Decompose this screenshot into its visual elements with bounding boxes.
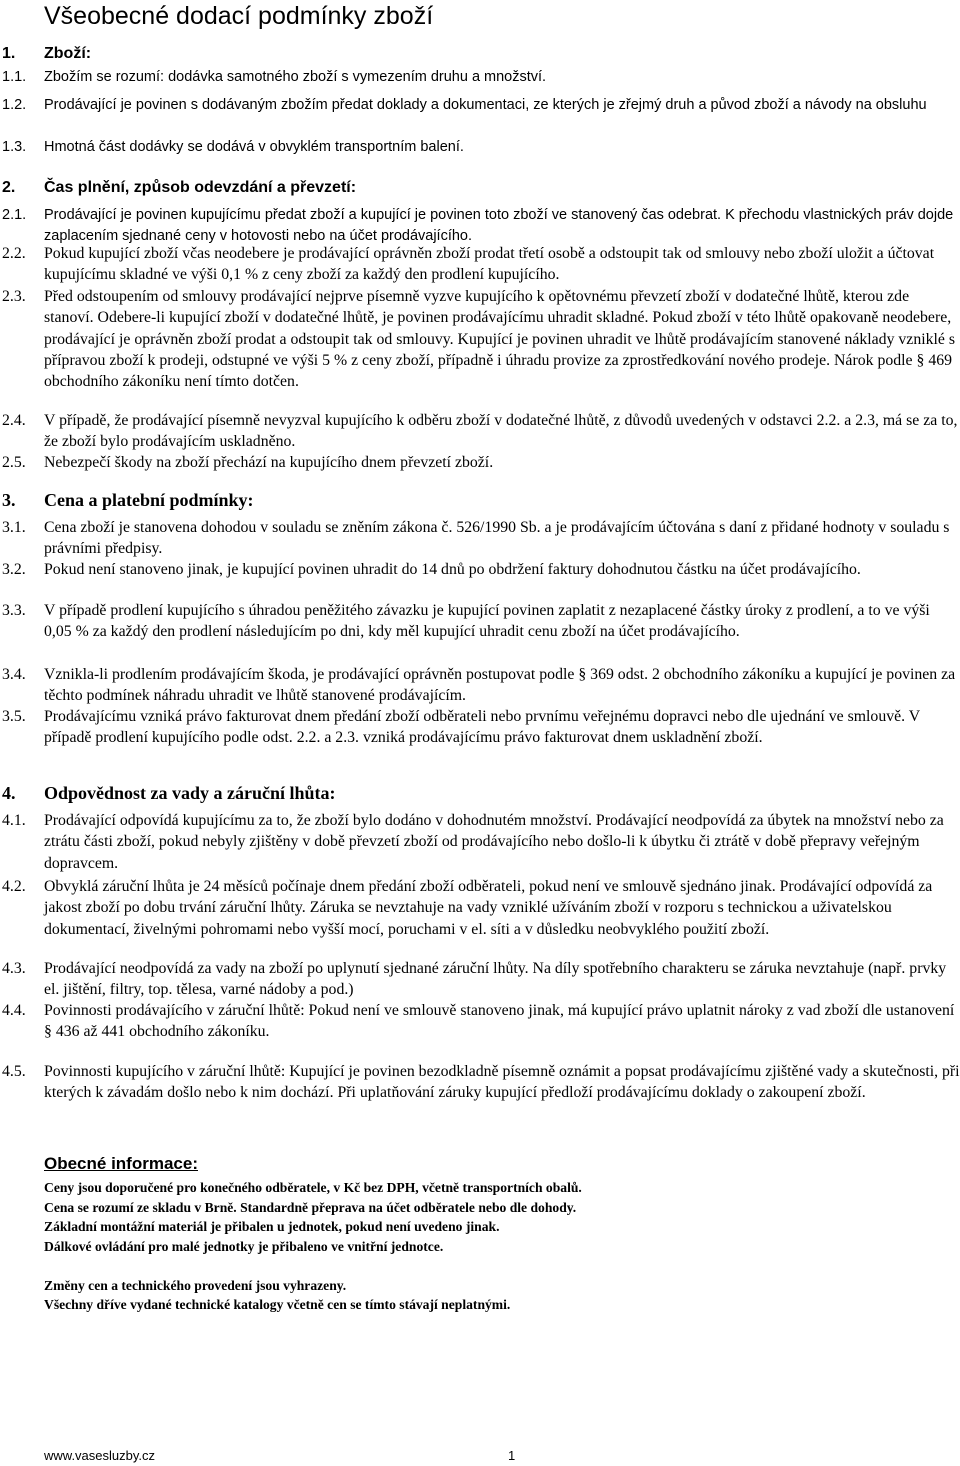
section-number: 3. [2,490,16,510]
clause-text: Pokud kupující zboží včas neodebere je prodávající oprávněn zboží prodat třetí osobě a odstoupit tak od smlouvy nebo zboží uložit a účtovat kupujícímu skladné ve výši 0,1 % z ceny zboží za každý den prodlení kupujícího. [44,245,935,284]
clause-text: Nebezpečí škody na zboží přechází na kupujícího dnem převzetí zboží. [44,454,494,471]
info-heading: Obecné informace: [44,1154,198,1173]
clause [0,243,960,286]
section-heading [0,44,91,64]
info-line: Základní montážní materiál je přibalen u jednotek, pokud není uvedeno jinak. [44,1219,500,1234]
clause [0,517,960,560]
clause-number: 4.1. [2,812,26,829]
clause-text: Vznikla-li prodlením prodávajícím škoda, je prodávající oprávněn postupovat podle § 369 odst. 2 obchodního zákoníku a kupující je povinen za těchto podmínek náhradu uhradit ve lhůtě stanovené prodávajícím. [44,666,956,705]
section-number: 4. [2,783,16,803]
section-heading [0,178,356,198]
clause [0,876,960,940]
clause-number: 3.2. [2,561,26,578]
clause-text: Pokud není stanoveno jinak, je kupující povinen uhradit do 14 dnů po obdržení faktury dohodnutou částku na účet prodávajícího. [44,561,861,578]
section-title: Odpovědnost za vady a záruční lhůta: [44,783,336,803]
clause [0,810,960,874]
clause-number: 3.3. [2,602,26,619]
clause-text: Hmotná část dodávky se dodává v obvyklém transportním balení. [44,139,464,155]
clause-text: Povinnosti prodávajícího v záruční lhůtě: Pokud není ve smlouvě stanoveno jinak, má kupující právo uplatnit nároky z vad zboží dle ustanovení § 436 až 441 obchodního zákoníku. [44,1002,955,1041]
clause-number: 4.5. [2,1063,26,1080]
clause-text: Prodávajícímu vzniká právo fakturovat dnem předání zboží odběrateli nebo prvnímu veřejnému dopravci nebo dle ujednání ve smlouvě. V případě prodlení kupujícího podle odst. 2.2. a 2.3. vzniká prodávajícímu právo fakturovat dnem uskladnění zboží. [44,708,920,747]
info-line: Ceny jsou doporučené pro konečného odběratele, v Kč bez DPH, včetně transportních obalů. [44,1180,582,1195]
clause-number: 2.4. [2,412,26,429]
section-title: Zboží: [44,45,92,62]
clause-number: 1.3. [2,139,27,155]
clause-number: 4.4. [2,1002,26,1019]
document-title: Všeobecné dodací podmínky zboží [44,2,434,30]
clause-text: V případě, že prodávající písemně nevyzval kupujícího k odběru zboží v dodatečné lhůtě, z důvodů uvedených v odstavci 2.2. a 2.3, má se za to, že zboží bylo prodávajícím uskladněno. [44,412,958,451]
clause-text: Prodávající je povinen s dodávaným zbožím předat doklady a dokumentaci, ze kterých je zřejmý druh a původ zboží a návody na obsluhu [44,97,927,113]
clause [0,95,960,116]
clause [0,137,960,158]
clause [0,286,960,392]
info-line: Změny cen a technického provedení jsou vyhrazeny. [44,1278,347,1293]
clause [0,706,960,749]
section-number: 2. [2,179,16,196]
section-title: Čas plnění, způsob odevzdání a převzetí: [44,179,357,196]
clause-text: Prodávající odpovídá kupujícímu za to, že zboží bylo dodáno v dohodnutém množství. Prodávající neodpovídá za úbytek na množství nebo za ztrátu části zboží, pokud nebyly zjištěny v době převzetí zboží od prodávajícího nebo došlo-li k úbytku či ztrátě v době přepravy veřejným dopravcem. [44,812,944,872]
clause [0,67,960,88]
clause-text: Zbožím se rozumí: dodávka samotného zboží s vymezením druhu a množství. [44,69,547,85]
clause-text: Povinnosti kupujícího v záruční lhůtě: Kupující je povinen bezodkladně písemně oznámit a popsat prodávajícímu zjištěné vady a skutečnosti, při kterých k závadám došlo nebo k nim dochází. Při uplatňování záruky kupující předloží prodávajícímu doklady o zakoupení zboží. [44,1063,960,1102]
clause [0,410,960,453]
clause-number: 3.4. [2,666,26,683]
clause [0,559,960,580]
clause [0,452,960,473]
clause-number: 2.5. [2,454,26,471]
clause-text: Prodávající neodpovídá za vady na zboží po uplynutí sjednané záruční lhůty. Na díly spotřebního charakteru se záruka nevztahuje (např. prvky el. jištění, filtry, top. tělesa, varné nádoby a pod.) [44,960,947,999]
page-number: 1 [508,1448,516,1463]
clause-number: 2.2. [2,245,26,262]
info-line: Cena se rozumí ze skladu v Brně. Standardně přeprava na účet odběratele nebo dle dohody. [44,1200,577,1215]
clause-number: 1.2. [2,97,27,113]
section-title: Cena a platební podmínky: [44,490,254,510]
info-line: Všechny dříve vydané technické katalogy včetně cen se tímto stávají neplatnými. [44,1297,511,1312]
clause-text: Obvyklá záruční lhůta je 24 měsíců počínaje dnem předání zboží odběrateli, pokud není ve smlouvě sjednáno jinak. Prodávající odpovídá za jakost zboží po dobu trvání záruční lhůty. Záruka se nevztahuje na vady vzniklé užíváním zboží v rozporu s technickou a uživatelskou dokumentací, živelnými pohromami nebo vyšší mocí, poruchami v el. síti a v důsledku neobvyklého použití zboží. [44,878,933,938]
clause-text: Cena zboží je stanovena dohodou v souladu se zněním zákona č. 526/1990 Sb. a je prodávajícím účtována s daní z přidané hodnoty v souladu s právními předpisy. [44,519,950,558]
clause-text: Před odstoupením od smlouvy prodávající nejprve písemně vyzve kupujícího k opětovnému převzetí zboží v dodatečné lhůtě, kterou zde stanoví. Odebere-li kupující zboží v dodatečné lhůtě, je povinen prodávajícímu uhradit skladné. Pokud zboží v této lhůtě opakovaně neodebere, prodávající je oprávněn zboží prodat a odstoupit tak od smlouvy. Kupující je povinen uhradit ve lhůtě prodávajícím stanovené náklady vzniklé s přípravou zboží k prodeji, odstupné ve výši 5 % z ceny zboží, případně i úhradu provize za zprostředkování nového prodeje. Nárok podle § 469 obchodního zákoníku není tímto dotčen. [44,288,956,391]
clause-number: 2.3. [2,288,26,305]
clause [0,664,960,707]
clause-text: Prodávající je povinen kupujícímu předat zboží a kupující je povinen toto zboží ve stanovený čas odebrat. K přechodu vlastnických práv dojde zaplacením sjednané ceny v hotovosti nebo na účet prodávajícího. [44,207,954,244]
clause-number: 1.1. [2,69,27,85]
footer-website-link[interactable]: www.vasesluzby.cz [44,1448,156,1463]
section-heading [0,489,254,511]
clause-number: 4.3. [2,960,26,977]
clause-number: 2.1. [2,207,27,223]
clause-number: 4.2. [2,878,26,895]
clause-text: V případě prodlení kupujícího s úhradou peněžitého závazku je kupující povinen zaplatit z nezaplacené částky úroky z prodlení, a to ve výši 0,05 % za každý den prodlení následujícím po dni, kdy měl kupující uhradit cenu zboží na účet prodávajícího. [44,602,930,641]
clause-number: 3.5. [2,708,26,725]
clause [0,205,960,247]
info-line: Dálkové ovládání pro malé jednotky je přibaleno ve vnitřní jednotce. [44,1239,444,1254]
clause [0,1061,960,1104]
clause [0,1000,960,1043]
section-number: 1. [2,45,16,62]
section-heading [0,782,336,804]
clause [0,958,960,1001]
clause [0,600,960,643]
clause-number: 3.1. [2,519,26,536]
